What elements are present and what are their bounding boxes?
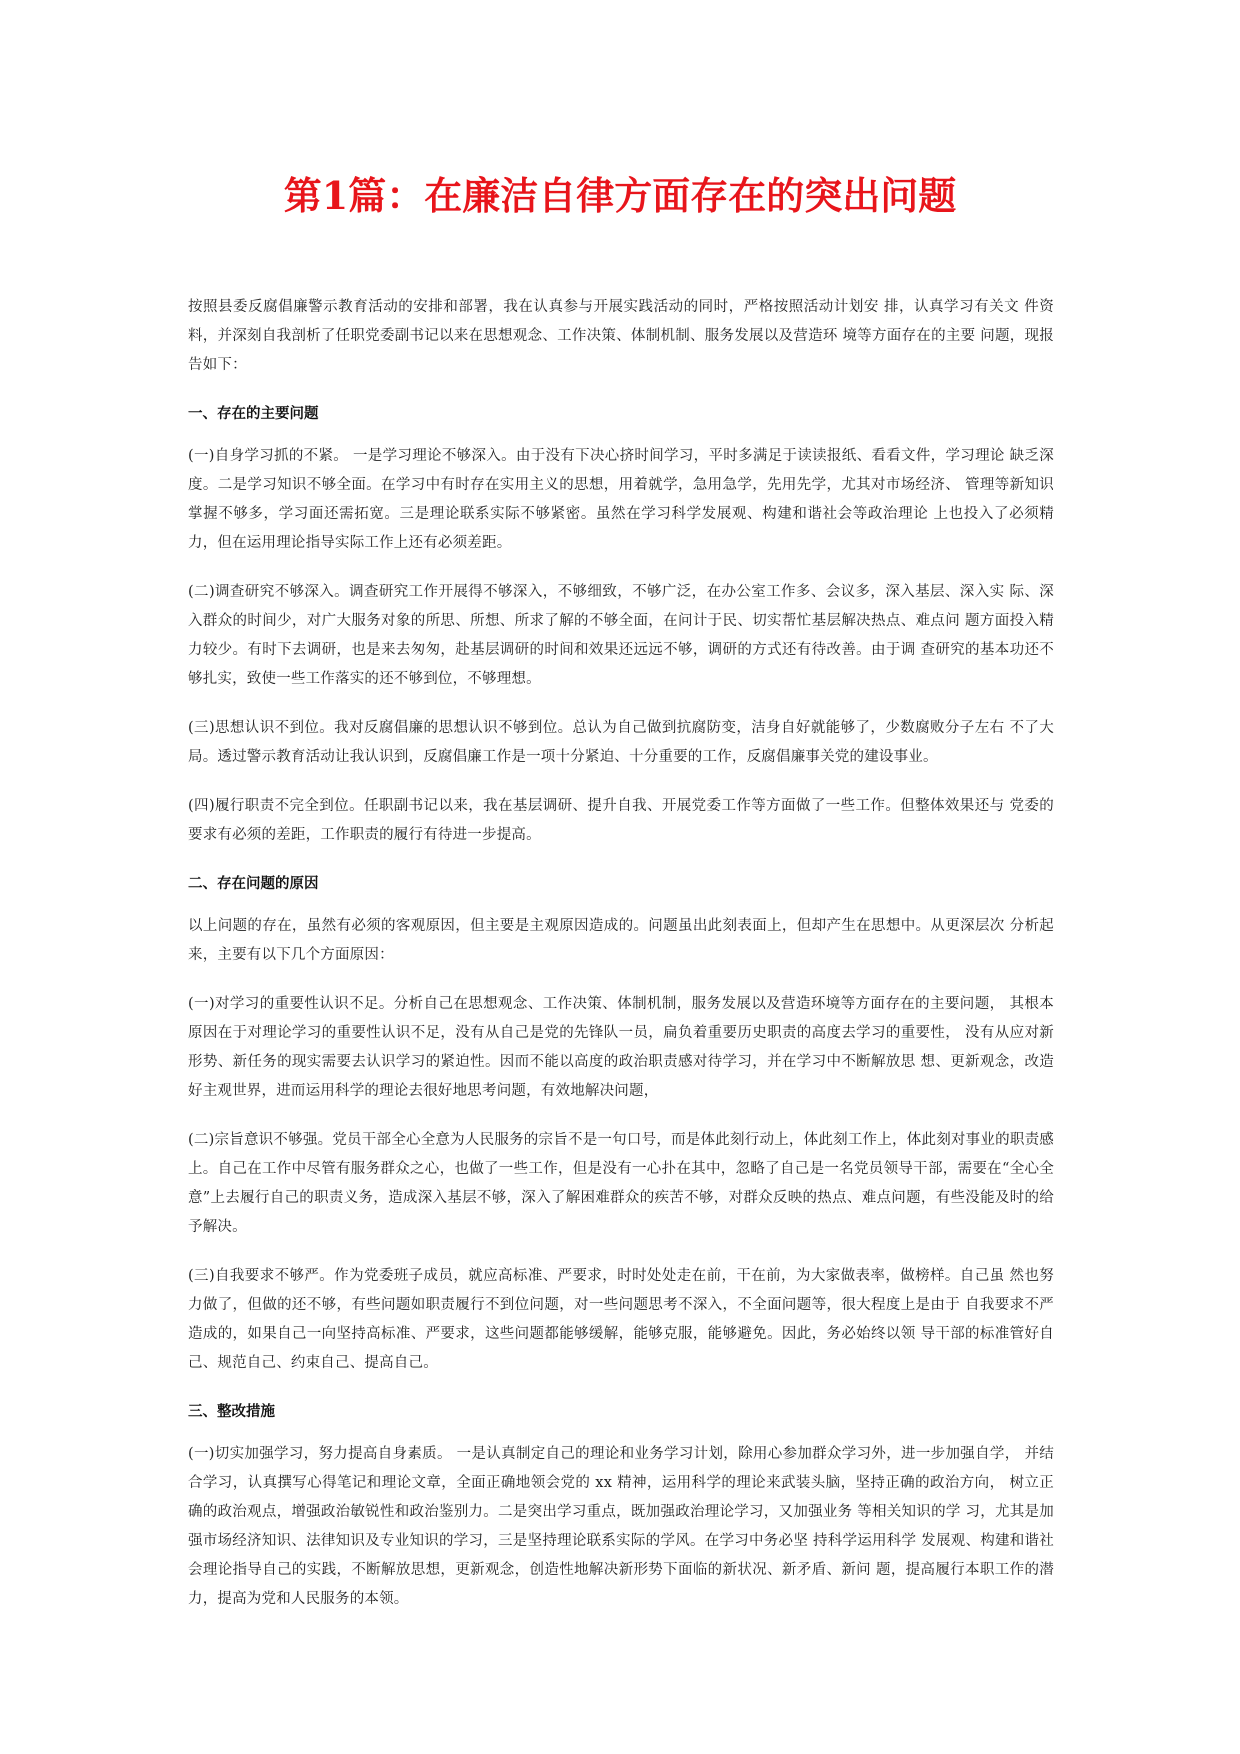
paragraph: (二)调查研究不够深入。调查研究工作开展得不够深入，不够细致，不够广泛，在办公室工作多、会议多，深入基层、深入实 际、深入群众的时间少，对广大服务对象的所思、所想、所求了解的不够全面，在问计于民、切实帮忙基层解决热点、难点问 题方面投入精力较少。有时下去调研，也是来去匆匆，赴基层调研的时间和效果还远远不够，调研的方式还有待改善。由于调 查研究的基本功还不够扎实，致使一些工作落实的还不够到位，不够理想。 <box>188 584 1054 687</box>
paragraph: (三)自我要求不够严。作为党委班子成员，就应高标准、严要求，时时处处走在前，干在前，为大家做表率，做榜样。自己虽 然也努力做了，但做的还不够，有些问题如职责履行不到位问题，对一些问题思考不深入，不全面问题等，很大程度上是由于 自我要求不严造成的，如果自己一向坚持高标准、严要求，这些问题都能够缓解，能够克服，能够避免。因此，务必始终以领 导干部的标准管好自己、规范自己、约束自己、提高自己。 <box>188 1268 1054 1371</box>
section-heading-measures: 三、整改措施 <box>188 1404 275 1420</box>
section-heading-problems: 一、存在的主要问题 <box>188 406 319 422</box>
paragraph: (三)思想认识不到位。我对反腐倡廉的思想认识不够到位。总认为自己做到抗腐防变，洁身自好就能够了，少数腐败分子左右 不了大局。透过警示教育活动让我认识到，反腐倡廉工作是一项十分紧迫、十分重要的工作，反腐倡廉事关党的建设事业。 <box>188 720 1054 765</box>
paragraph: (四)履行职责不完全到位。任职副书记以来，我在基层调研、提升自我、开展党委工作等方面做了一些工作。但整体效果还与 党委的要求有必须的差距，工作职责的履行有待进一步提高。 <box>188 798 1054 843</box>
paragraph: (二)宗旨意识不够强。党员干部全心全意为人民服务的宗旨不是一句口号，而是体此刻行动上，体此刻工作上，体此刻对事业的职责感上。自己在工作中尽管有服务群众之心，也做了一些工作，但是没有一心扑在其中，忽略了自己是一名党员领导干部，需要在“全心全意”上去履行自己的职责义务，造成深入基层不够，深入了解困难群众的疾苦不够，对群众反映的热点、难点问题，有些没能及时的给予解决。 <box>188 1132 1054 1235</box>
paragraph: 以上问题的存在，虽然有必须的客观原因，但主要是主观原因造成的。问题虽出此刻表面上，但却产生在思想中。从更深层次 分析起来，主要有以下几个方面原因： <box>188 918 1054 963</box>
document-title: 第1篇：在廉洁自律方面存在的突出问题 <box>283 173 957 218</box>
section-heading-causes: 二、存在问题的原因 <box>188 876 319 892</box>
paragraph: (一)自身学习抓的不紧。 一是学习理论不够深入。由于没有下决心挤时间学习，平时多满足于读读报纸、看看文件，学习理论 缺乏深度。二是学习知识不够全面。在学习中有时存在实用主义的思想，用着就学，急用急学，先用先学，尤其对市场经济、 管理等新知识掌握不够多，学习面还需拓宽。三是理论联系实际不够紧密。虽然在学习科学发展观、构建和谐社会等政治理论 上也投入了必须精力，但在运用理论指导实际工作上还有必须差距。 <box>188 448 1054 551</box>
paragraph: (一)对学习的重要性认识不足。分析自己在思想观念、工作决策、体制机制，服务发展以及营造环境等方面存在的主要问题， 其根本原因在于对理论学习的重要性认识不足，没有从自己是党的先锋队一员，扁负着重要历史职责的高度去学习的重要性， 没有从应对新形势、新任务的现实需要去认识学习的紧迫性。因而不能以高度的政治职责感对待学习，并在学习中不断解放思 想、更新观念，改造好主观世界，进而运用科学的理论去很好地思考问题，有效地解决问题， <box>188 996 1054 1099</box>
document-body <box>188 293 1054 1634</box>
intro-paragraph: 按照县委反腐倡廉警示教育活动的安排和部署，我在认真参与开展实践活动的同时，严格按照活动计划安 排，认真学习有关文 件资料，并深刻自我剖析了任职党委副书记以来在思想观念、工作决策、体制机制、服务发展以及营造环 境等方面存在的主要 问题，现报告如下： <box>188 299 1054 373</box>
paragraph: (一)切实加强学习，努力提高自身素质。 一是认真制定自己的理论和业务学习计划，除用心参加群众学习外，进一步加强自学， 并结合学习，认真撰写心得笔记和理论文章，全面正确地领会党的 xx 精神，运用科学的理论来武装头脑，坚持正确的政治方向， 树立正确的政治观点，增强政治敏锐性和政治鉴别力。二是突出学习重点，既加强政治理论学习，又加强业务 等相关知识的学 习，尤其是加强市场经济知识、法律知识及专业知识的学习，三是坚持理论联系实际的学风。在学习中务必坚 持科学运用科学 发展观、构建和谐社会理论指导自己的实践，不断解放思想，更新观念，创造性地解决新形势下面临的新状况、新矛盾、新问 题，提高履行本职工作的潜力，提高为党和人民服务的本领。 <box>188 1446 1054 1607</box>
